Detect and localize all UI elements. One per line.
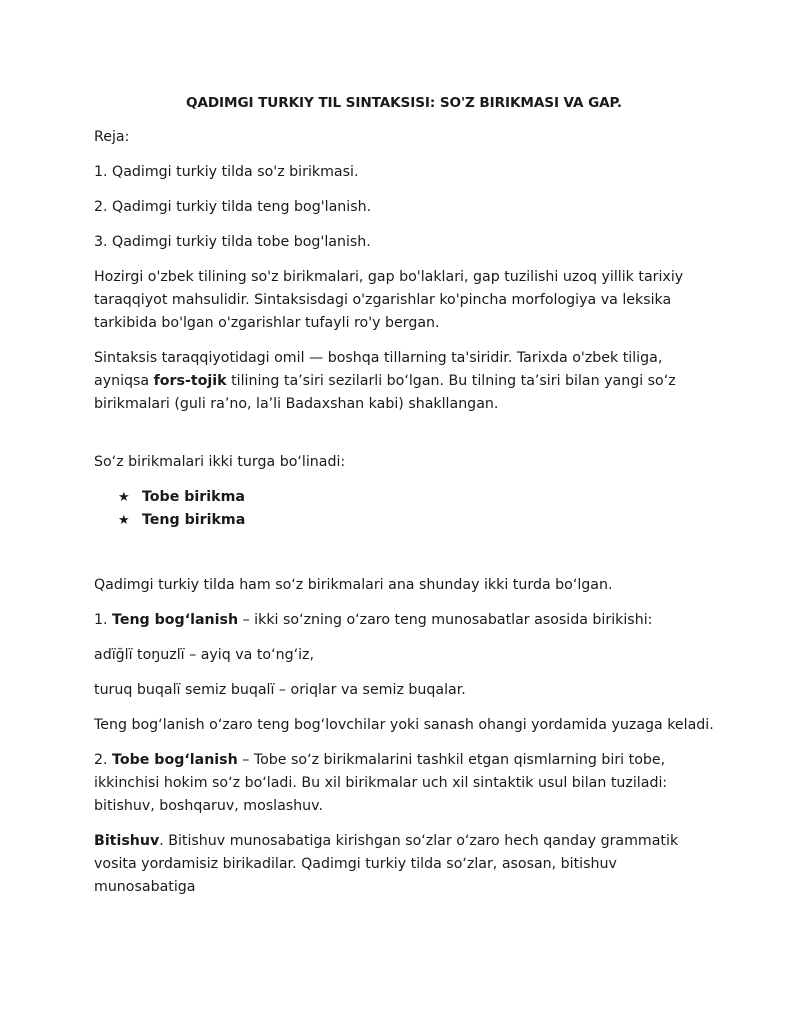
- list-item: [118, 509, 714, 532]
- plan-item: 3. Qadimgi turkiy tilda tobe bog'lanish.: [94, 234, 371, 250]
- bitishuv-text: . Bitishuv munosabatiga kirishgan so‘zlar o‘zaro hech qanday grammatik vosita yordamisiz birikadilar. Qadimgi turkiy tilda so‘zlar, asosan, bitishuv munosabatiga: [94, 833, 679, 895]
- tobe-number: 2.: [94, 752, 113, 768]
- example-line: turuq buqalï semiz buqalï – oriqlar va semiz buqalar.: [94, 682, 466, 698]
- star-icon: ★: [118, 513, 130, 528]
- types-list: [94, 486, 714, 532]
- old-turkic-paragraph: Qadimgi turkiy tilda ham so‘z birikmalari ana shunday ikki turda bo‘lgan.: [94, 577, 613, 593]
- tobe-paragraph: [94, 749, 714, 818]
- list-item: [118, 486, 714, 509]
- teng-bold-term: Teng bog‘lanish: [112, 612, 239, 628]
- influence-text-before: Sintaksis taraqqiyotidagi omil — boshqa tillarning ta'siridir. Tarixda o'zbek tiliga, ayniqsa: [94, 350, 663, 389]
- plan-item: 1. Qadimgi turkiy tilda so'z birikmasi.: [94, 164, 359, 180]
- plan-heading: Reja:: [94, 129, 130, 145]
- plan-item: 2. Qadimgi turkiy tilda teng bog'lanish.: [94, 199, 372, 215]
- teng-text: – ikki so‘zning o‘zaro teng munosabatlar asosida birikishi:: [238, 612, 653, 628]
- influence-paragraph: [94, 347, 714, 416]
- document-page: [94, 92, 714, 911]
- influence-bold-term: fors-tojik: [153, 373, 227, 389]
- list-item-label: Tobe birikma: [142, 489, 245, 505]
- bitishuv-paragraph: [94, 830, 714, 899]
- star-icon: ★: [118, 490, 130, 505]
- teng-note: Teng bog‘lanish o‘zaro teng bog‘lovchilar yoki sanash ohangi yordamida yuzaga keladi.: [94, 717, 714, 733]
- blank-line: [94, 544, 714, 574]
- teng-number: 1.: [94, 612, 113, 628]
- types-intro: So‘z birikmalari ikki turga bo‘linadi:: [94, 454, 346, 470]
- tobe-text: – Tobe so‘z birikmalarini tashkil etgan qismlarning biri tobe, ikkinchisi hokim so‘z bo‘ladi. Bu xil birikmalar uch xil sintaktik usul bilan tuziladi: bitishuv, boshqaruv, moslashuv.: [94, 752, 668, 814]
- teng-paragraph: [94, 609, 714, 632]
- influence-text-after: tilining ta’siri sezilarli bo‘lgan. Bu tilning ta’siri bilan yangi so‘z birikmalari (guli ra’no, la’li Badaxshan kabi) shakllangan.: [94, 373, 676, 412]
- bitishuv-bold-term: Bitishuv: [94, 833, 160, 849]
- tobe-bold-term: Tobe bog‘lanish: [112, 752, 238, 768]
- list-item-label: Teng birikma: [142, 512, 246, 528]
- document-title: QADIMGI TURKIY TIL SINTAKSISI: SO'Z BIRIKMASI VA GAP.: [186, 95, 622, 111]
- blank-line: [94, 428, 714, 451]
- intro-paragraph: Hozirgi o'zbek tilining so'z birikmalari, gap bo'laklari, gap tuzilishi uzoq yillik tarixiy taraqqiyot mahsulidir. Sintaksisdagi o'zgarishlar ko'pincha morfologiya va leksika tarkibida bo'lgan o'zgarishlar tufayli ro'y bergan.: [94, 269, 684, 331]
- example-line: adïğlï toŋuzlï – ayiq va to‘ng‘iz,: [94, 647, 315, 663]
